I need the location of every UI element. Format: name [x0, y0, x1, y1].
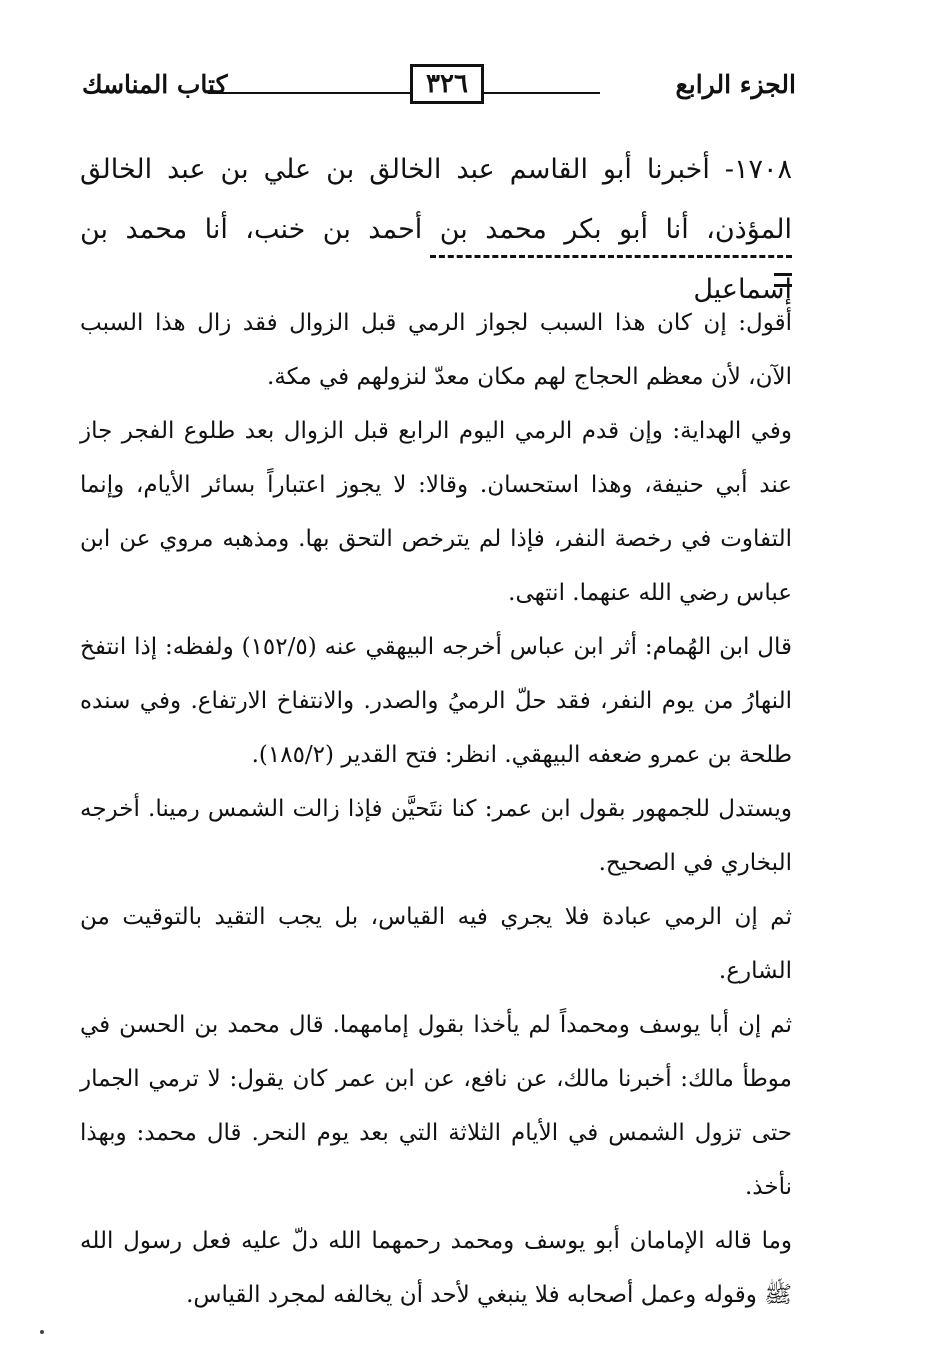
footnote-paragraph: ثم إن أبا يوسف ومحمداً لم يأخذا بقول إمامهما. قال محمد بن الحسن في موطأ مالك: أخبرنا مالك، عن نافع، عن ابن عمر كان يقول: لا ترمي الجمار حتى تزول الشمس في الأيام الثلاثة التي بعد يوم النحر. قال محمد: وبهذا نأخذ.	[80, 1012, 792, 1200]
page-number: ٣٢٦	[410, 64, 484, 104]
footnotes	[80, 296, 792, 1322]
header-rule-right	[484, 92, 600, 94]
running-header	[80, 62, 796, 114]
footnote-paragraph: أقول: إن كان هذا السبب لجواز الرمي قبل الزوال فقد زال هذا السبب الآن، لأن معظم الحجاج لهم مكان معدّ لنزولهم في مكة.	[80, 310, 792, 390]
book-title: كتاب المناسك	[82, 70, 228, 99]
footnote-paragraph: ثم إن الرمي عبادة فلا يجري فيه القياس، بل يجب التقيد بالتوقيت من الشارع.	[80, 904, 792, 984]
scan-speck	[40, 1330, 44, 1334]
separator-dashes	[430, 255, 792, 258]
footnote-separator	[430, 255, 792, 295]
volume-title: الجزء الرابع	[675, 70, 796, 99]
footnote-paragraph: قال ابن الهُمام: أثر ابن عباس أخرجه البيهقي عنه (١٥٢/٥) ولفظه: إذا انتفخ النهارُ من يوم النفر، فقد حلّ الرميُ والصدر. والانتفاخ الارتفاع. وفي سنده طلحة بن عمرو ضعفه البيهقي. انظر: فتح القدير (١٨٥/٢).	[80, 634, 793, 768]
continuation-mark	[774, 273, 792, 287]
footnote-paragraph: وما قاله الإمامان أبو يوسف ومحمد رحمهما الله دلّ عليه فعل رسول الله ﷺ وقوله وعمل أصحابه فلا ينبغي لأحد أن يخالفه لمجرد القياس.	[80, 1228, 792, 1308]
footnote-paragraph: ويستدل للجمهور بقول ابن عمر: كنا نتَحيَّن فإذا زالت الشمس رمينا. أخرجه البخاري في الصحيح.	[80, 796, 792, 876]
hadith-paragraph: ١٧٠٨- أخبرنا أبو القاسم عبد الخالق بن علي بن عبد الخالق المؤذن، أنا أبو بكر محمد بن أحمد بن خنب، أنا محمد بن إسماعيل	[80, 154, 792, 305]
header-rule-left	[208, 92, 410, 94]
footnote-paragraph: وفي الهداية: وإن قدم الرمي اليوم الرابع قبل الزوال بعد طلوع الفجر جاز عند أبي حنيفة، وهذا استحسان. وقالا: لا يجوز اعتباراً بسائر الأيام، وإنما التفاوت في رخصة النفر، فإذا لم يترخص التحق بها. ومذهبه مروي عن ابن عباس رضي الله عنهما. انتهى.	[80, 418, 792, 606]
